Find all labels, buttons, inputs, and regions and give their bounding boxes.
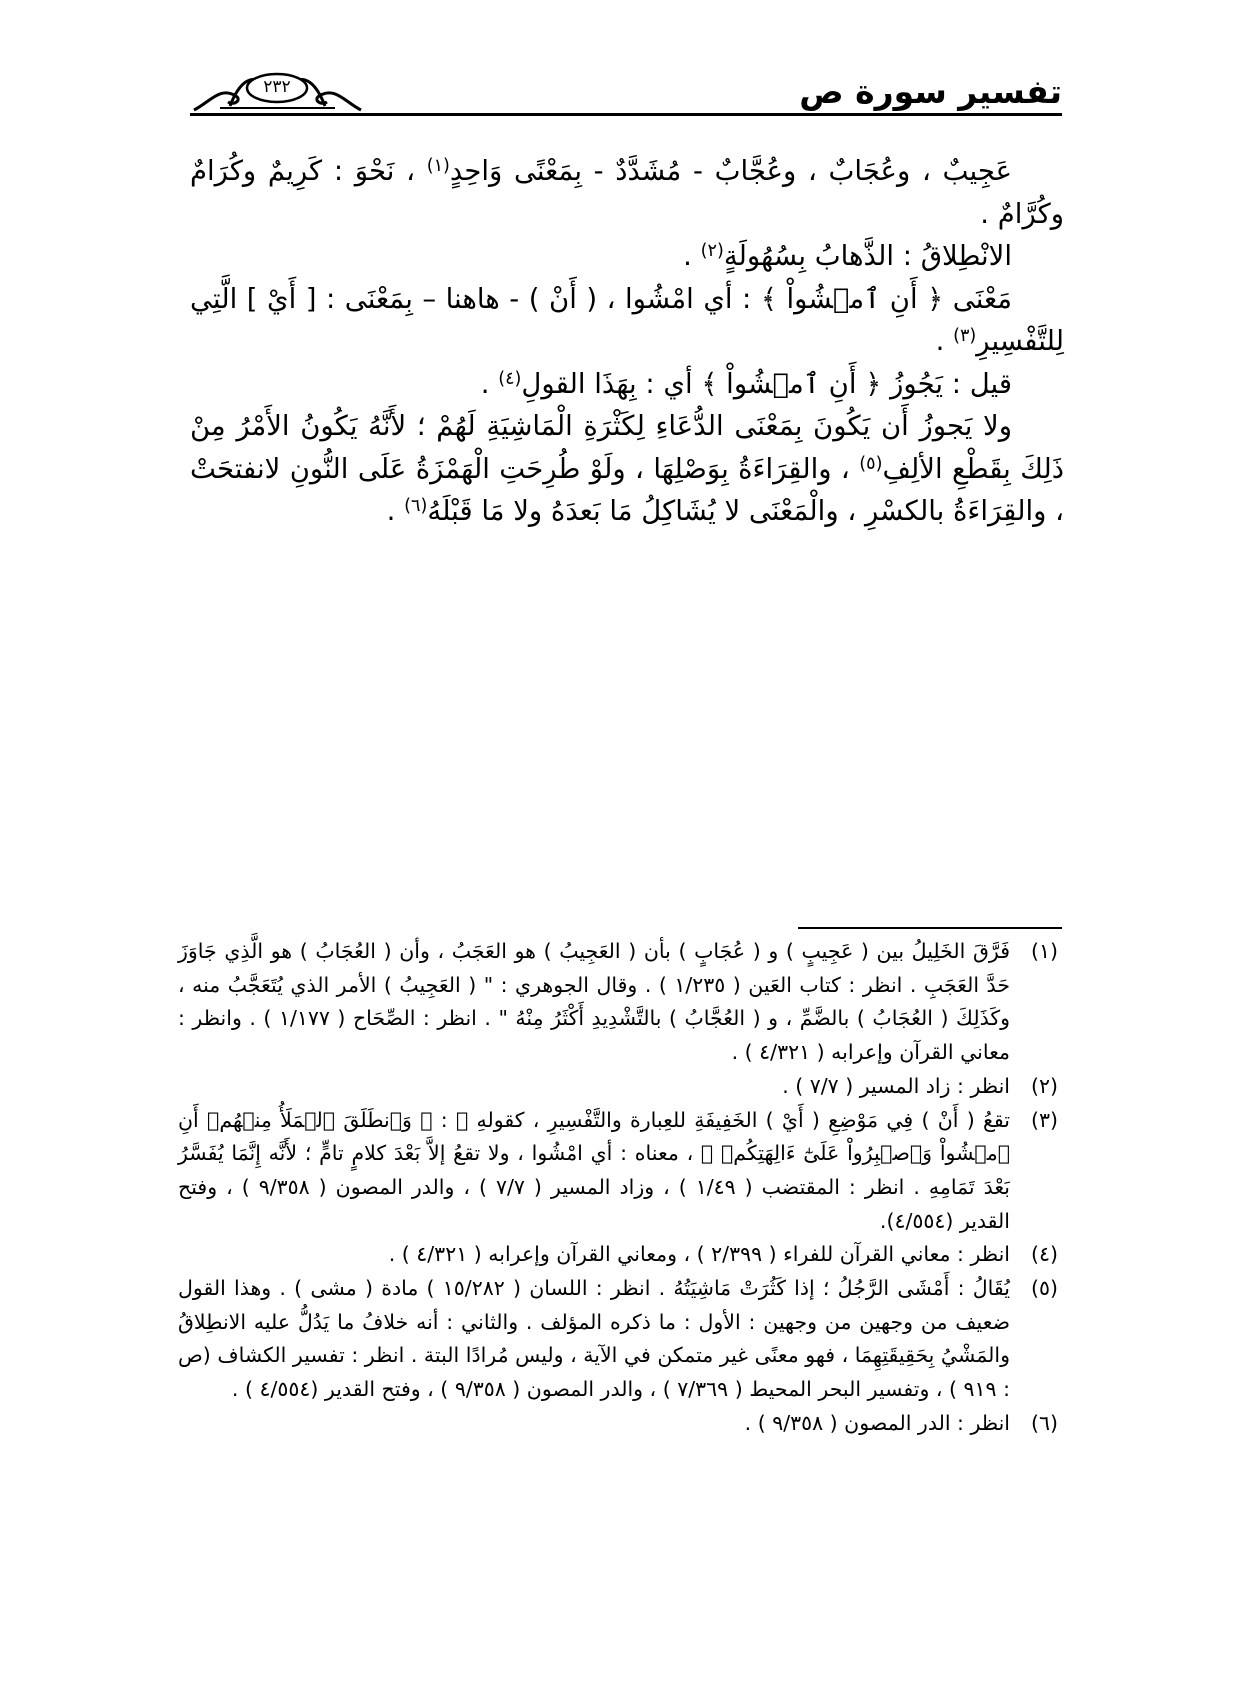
footnote-ref: (٤) [498, 368, 522, 389]
footnote [178, 1272, 1058, 1407]
footnote-text: انظر : زاد المسير ( ٧/٧ ) . [782, 1073, 1010, 1098]
footnote-ref: (٢) [700, 241, 724, 261]
footnote [178, 935, 1058, 1070]
footnote-number: (٥) [1030, 1276, 1058, 1301]
page-header [190, 70, 1062, 116]
footnote-number: (١) [1030, 939, 1058, 963]
footnote [178, 1407, 1058, 1441]
paragraph: ولا يَجوزُ أَن يَكُونَ بِمَعْنَى الدُّعَاءِ لِكَثْرَةِ الْمَاشِيَةِ لَهُمْ ؛ لأَنَّهُ يَكُونُ الأَمْرُ مِنْ ذَلِكَ بِقَطْعِ الألِفِ$^{(٥)}$ ، والقِرَاءَةُ بِوَصْلِهَا ، ولَوْ طُرِحَتِ الْهَمْزَةُ عَلَى النُّونِ لانفتحَتْ ، والقِرَاءَةُ بالكسْرِ ، والْمَعْنَى لا يُشَاكِلُ مَا بَعدَهُ ولا مَا قَبْلَهُ$^{(٦)}$ . [190, 410, 1065, 527]
paragraph: عَجِيبٌ ، وعُجَابٌ ، وعُجَّابٌ - مُشَدَّدٌ - بِمَعْنًى وَاحِدٍ$^{(١)}$ ، نَحْوَ : كَرِيمٌ وكُرَامٌ وكُرَّامٌ . [190, 155, 1064, 230]
running-title: تفسير سورة ص [799, 72, 1062, 111]
footnote-text: تقعُ ( أَنْ ) فِي مَوْضِعِ ( أَيْ ) الخَفِيفَةِ للعِبارة والتَّفْسِيرِ ، كقولهِ ﷺ : ﴿ وَٱنطَلَقَ ٱلۡمَلَأُ مِنۡهُمۡ أَنِ ٱمۡشُواْ وَٱصۡبِرُواْ عَلَىٰٓ ءَالِهَتِكُمۡ ﴾ ، معناه : أي امْشُوا ، ولا تقعُ إلاَّ بَعْدَ كلامٍ تامٍّ ؛ لأَنَّه إِنَّمَا يُفَسَّرُ بَعْدَ تَمَامِهِ . انظر : المقتضب ( ١/٤٩ ) ، وزاد المسير ( ٧/٧ ) ، والدر المصون ( ٩/٣٥٨ ) ، وفتح القدير (٤/٥٥٤). [178, 1107, 1010, 1233]
footnote-ref: (٣) [953, 326, 977, 346]
paragraph: مَعْنَى ﴿ أَنِ ٱمۡشُواْ ﴾ : أي امْشُوا ، ( أَنْ ) - هاهنا – بِمَعْنَى : [ أَيْ ] الَّتِي لِلتَّفْسِيرِ$^{(٣)}$ . [190, 282, 1064, 357]
page-number: ٢٣٢ [263, 77, 291, 97]
footnote [178, 1238, 1058, 1272]
paragraph: الانْطِلاقُ : الذَّهابُ بِسُهُولَةٍ$^{(٢)}$ . [683, 240, 1012, 272]
footnote-ref: (٦) [404, 496, 428, 516]
footnote-number: (٢) [1030, 1073, 1058, 1098]
footnote-ref: (٥) [859, 453, 883, 474]
footnote-number: (٤) [1030, 1242, 1058, 1267]
footnote-text: انظر : معاني القرآن للفراء ( ٢/٣٩٩ ) ، ومعاني القرآن وإعرابه ( ٤/٣٢١ ) . [388, 1242, 1010, 1267]
footnotes [178, 935, 1058, 1441]
footnote-text: انظر : الدر المصون ( ٩/٣٥٨ ) . [744, 1410, 1010, 1435]
footnote [178, 1070, 1058, 1104]
header-rule [190, 113, 1062, 116]
footnote-separator [798, 927, 1062, 929]
footnote [178, 1104, 1058, 1239]
paragraph: قيل : يَجُوزُ ﴿ أَنِ ٱمۡشُواْ ﴾ أي : بِهَذَا القولِ$^{(٤)}$ . [480, 367, 1012, 400]
main-text [190, 150, 1064, 533]
footnote-ref: (١) [426, 156, 450, 176]
footnote-number: (٣) [1030, 1107, 1058, 1132]
footnote-number: (٦) [1030, 1410, 1058, 1435]
footnote-text: يُقَالُ : أَمْشَى الرَّجُلُ ؛ إذا كَثُرَتْ مَاشِيَتُهُ . انظر : اللسان ( ١٥/٢٨٢ ) مادة ( مشى ) . وهذا القول ضعيف من وجهين من وجهين : الأول : ما ذكره المؤلف . والثاني : أنه خلافُ ما يَدُلُّ عليه الانطِلاقُ والمَشْيُ بِحَقِيقَتِهِمَا ، فهو معنًى غير متمكن في الآية ، وليس مُرادًا البتة . انظر : تفسير الكشاف (ص : ٩١٩ ) ، وتفسير البحر المحيط ( ٧/٣٦٩ ) ، والدر المصون ( ٩/٣٥٨ ) ، وفتح القدير (٤/٥٥٤ ) . [178, 1276, 1010, 1402]
footnote-text: فَرَّقَ الخَلِيلُ بين ( عَجِيبٍ ) و ( عُجَابٍ ) بأن ( العَجِيبُ ) هو العَجَبُ ، وأن ( العُجَابُ ) هو الَّذِي جَاوَزَ حَدَّ العَجَبِ . انظر : كتاب العَين ( ١/٢٣٥ ) . وقال الجوهري : " ( العَجِيبُ ) الأمر الذي يُتَعَجَّبُ منه ، وكَذَلِكَ ( العُجَابُ ) بالضَّمِّ ، و ( العُجَّابُ ) بالتَّشْدِيدِ أَكْثَرُ مِنْهُ " . انظر : الصِّحَاح ( ١/١٧٧ ) . وانظر : معاني القرآن وإعرابه ( ٤/٣٢١ ) . [178, 939, 1010, 1065]
